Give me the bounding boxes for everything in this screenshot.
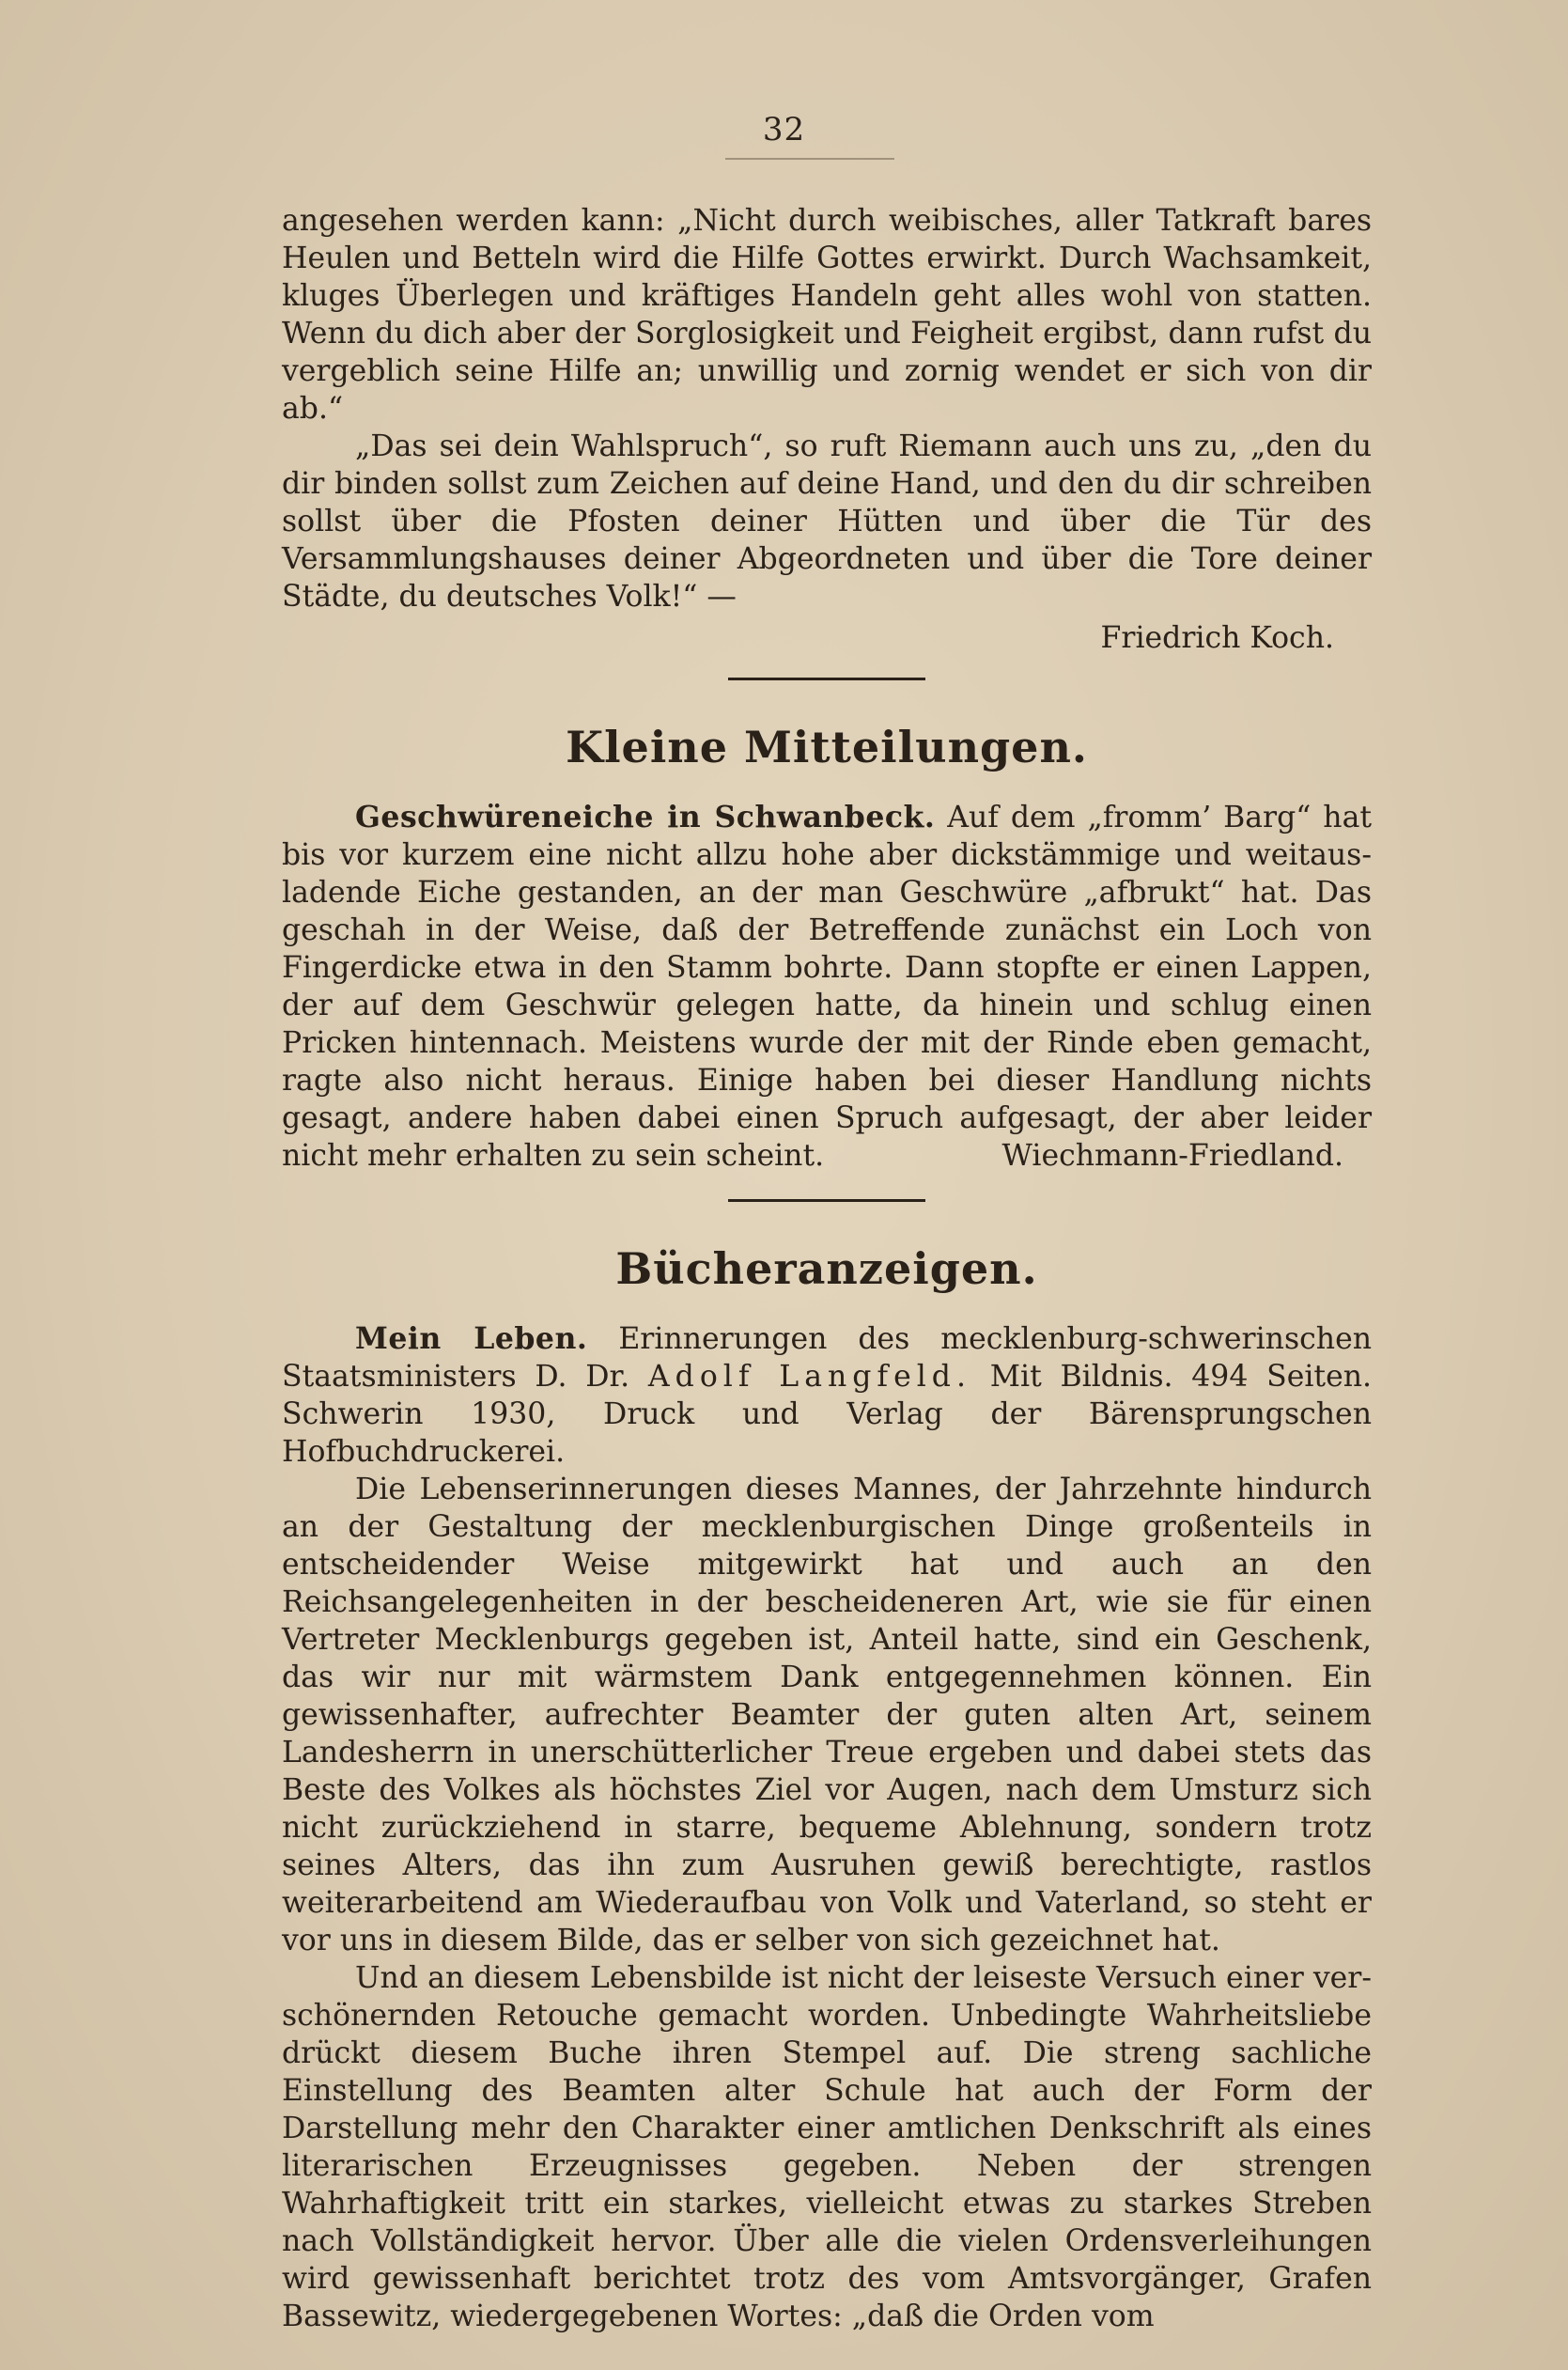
mitteilung-text: Auf dem „fromm’ Barg“ hat bis vor kurzem eine nicht allzu hohe aber dickstämmige und weitausladende Eiche gestanden, an der man Geschwüre „afbrukt“ hat. Das geschah in der Weise, daß der Betreffende zunächst ein Loch von Fingerdicke etwa in den Stamm bohrte. Dann stopfte er einen Lappen, der auf dem Geschwür gelegen hatte, da hinein und schlug einen Pricken hintennach. Meistens wurde der mit der Rinde eben gemacht, ragte also nicht heraus. Einige haben bei dieser Handlung nichts gesagt, andere haben dabei einen Spruch aufgesagt, der aber leider nicht mehr erhalten zu sein scheint. <box>282 801 1373 1173</box>
page-content <box>282 202 1372 2335</box>
book-title: Mein Leben. <box>355 1321 588 1356</box>
motto-paragraph: „Das sei dein Wahlspruch“, so ruft Riemann auch uns zu, „den du dir binden sollst zum Zeichen auf deine Hand, und den du dir schreiben sollst über die Pfosten deiner Hütten und über die Tür des Versammlungshauses deiner Abgeordneten und über die Tore deiner Städte, du deutsches Volk!“ — <box>282 429 1372 614</box>
author-signature-koch: Friedrich Koch. <box>1100 621 1334 655</box>
review-paragraph: Und an diesem Lebensbilde ist nicht der leiseste Versuch einer verschönernden Retouche gemacht worden. Unbedingte Wahrheitsliebe drückt diesem Buche ihren Stempel auf. Die streng sachliche Einstellung des Beamten alter Schule hat auch der Form der Darstellung mehr den Charakter einer amtlichen Denkschrift als eines literarischen Erzeugnisses gegeben. Neben der strengen Wahrhaftigkeit tritt ein starkes, vielleicht etwas zu starkes Streben nach Vollständigkeit hervor. Über alle die vielen Ordensverleihungen wird gewissenhaft berichtet trotz des vom Amtsvorgänger, Grafen Bassewitz, wiedergegebenen Wortes: „daß die Orden vom <box>282 1961 1372 2333</box>
mitteilung-paragraph <box>282 799 1372 1175</box>
book-intro-b: Mit Bildnis. 494 Seiten. Schwerin 1930, Druck und Verlag der Bärensprungschen Hofbuchdruckerei. <box>282 1360 1373 1469</box>
heading-kleine-mitteilungen: Kleine Mitteilungen. <box>566 722 1088 772</box>
quote-paragraph: angesehen werden kann: „Nicht durch weibisches, aller Tatkraft bares Heulen und Betteln wird die Hilfe Gottes erwirkt. Durch Wachsamkeit, kluges Überlegen und kräftiges Handeln geht alles wohl von statten. Wenn du dich aber der Sorglosigkeit und Feigheit ergibst, dann rufst du vergeblich seine Hilfe an; unwillig und zornig wendet er sich von dir ab.“ <box>282 204 1372 426</box>
page-number: 32 <box>762 111 806 148</box>
heading-buecheranzeigen: Bücheranzeigen. <box>615 1243 1038 1294</box>
book-author: Adolf Langfeld. <box>647 1360 971 1394</box>
page-number-rule <box>725 158 894 160</box>
book-intro-a: Erinnerungen des mecklenburg-schwerinschen Staatsministers D. Dr. <box>282 1322 1372 1394</box>
mitteilung-lead: Geschwüreneiche in Schwanbeck. <box>355 800 936 834</box>
section-divider <box>728 678 925 680</box>
book-entry <box>282 1320 1372 1471</box>
section-divider <box>728 1199 925 1202</box>
author-signature-wiechmann: Wiechmann-Friedland. <box>1001 1139 1343 1173</box>
review-paragraph: Die Lebenserinnerungen dieses Mannes, der Jahrzehnte hindurch an der Gestaltung der mecklenburgischen Dinge großenteils in entscheidender Weise mitgewirkt hat und auch an den Reichsangelegenheiten in der bescheideneren Art, wie sie für einen Vertreter Mecklenburgs gegeben ist, Anteil hatte, sind ein Geschenk, das wir nur mit wärmstem Dank entgegennehmen können. Ein gewissenhafter, aufrechter Beamter der guten alten Art, seinem Landesherrn in unerschütterlicher Treue ergeben und dabei stets das Beste des Volkes als höchstes Ziel vor Augen, nach dem Umsturz sich nicht zurückziehend in starre, bequeme Ablehnung, sondern trotz seines Alters, das ihn zum Ausruhen gewiß berechtigte, rastlos weiterarbeitend am Wiederaufbau von Volk und Vaterland, so steht er vor uns in diesem Bilde, das er selber von sich gezeichnet hat. <box>282 1473 1372 1957</box>
